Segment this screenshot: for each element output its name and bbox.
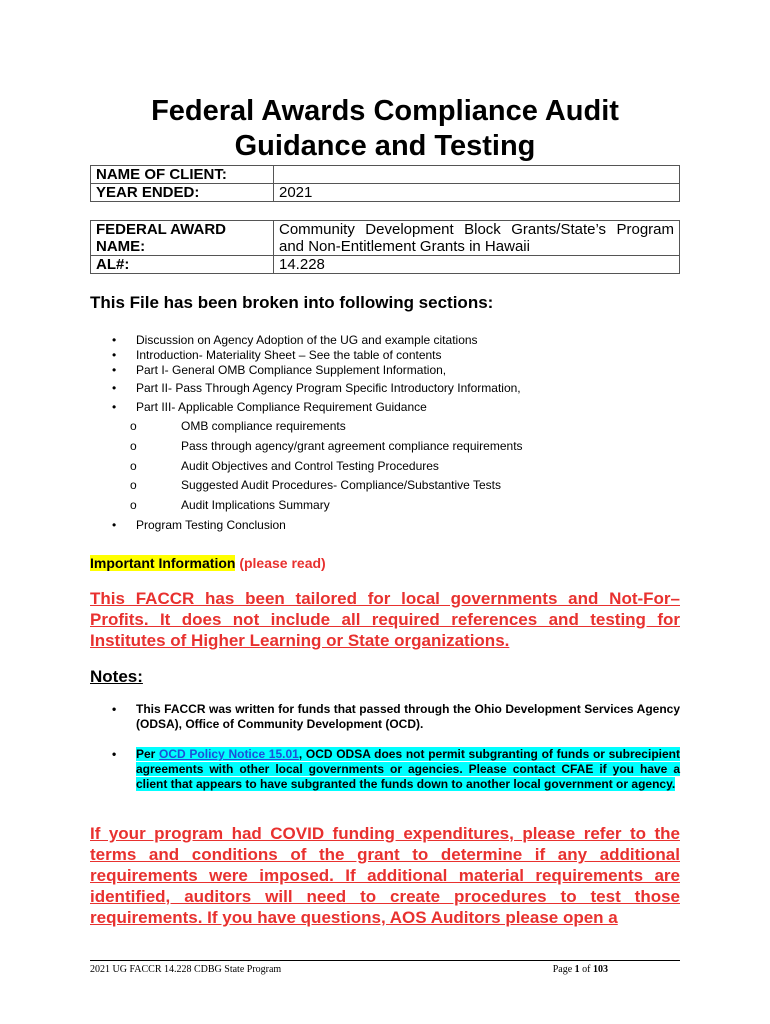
bullet-icon: • xyxy=(112,333,117,347)
client-name-label: NAME OF CLIENT: xyxy=(91,166,274,184)
title-line-2: Guidance and Testing xyxy=(234,130,536,162)
award-name-label-line1: FEDERAL AWARD xyxy=(96,221,227,238)
note-odsa xyxy=(90,702,680,732)
page-title xyxy=(90,94,680,164)
year-ended-label: YEAR ENDED: xyxy=(91,184,274,202)
footer-divider xyxy=(90,960,680,961)
important-label: Important Information xyxy=(90,555,236,571)
faccr-notice: This FACCR has been tailored for local governments and Not-For–Profits. It does not include all required references and testing for Institutes of Higher Learning or State organizations. xyxy=(90,589,680,650)
bullet-icon: • xyxy=(112,381,117,395)
bullet-icon: • xyxy=(112,363,117,377)
award-name-value xyxy=(274,221,680,256)
award-name-label xyxy=(91,221,274,256)
year-ended-value: 2021 xyxy=(274,184,680,202)
document-page: Federal Awards Compliance Audit Guidance and Testing NAME OF CLIENT: YEAR ENDED: 2021 FEDERAL AWARD NAME: Community Development Block Grants/State’s Program and Non-Entitlement Grants in Hawaii AL#: 14.228 This File has been broken into following sections: • Discussion on Agency Adoption of the UG and example citations • Introduction- Materiality Sheet – See the table of contents • Part I- General OMB Compliance Supplement Information, • Part II- Pass Through Agency Program Specific Introductory Information, • Part III- Applicable Compliance Requirement Guidance o OMB compliance requirements o Pass through agency/grant agreement compliance requirements o Audit Objectives and Control Testing Procedures o Suggested Audit Procedures- Compliance/Substantive Tests o Audit Implications Summary • Program Testing Conclusion Important Information (please read) This FACCR has been tailored for local governments and Not-For–Profits. It does not include all required references and testing for Institutes of Higher Learning or State organizations. Notes: • This FACCR was written for funds that passed through the Ohio Development Services Agency (ODSA), Office of Community Development (OCD). • Per OCD Policy Notice 15.01, OCD ODSA does not permit subgranting of funds or subrecipient agreements with other local governments or agencies. Please contact CFAE if you have a client that appears to have subgranted the funds down to another local government or agency. If your program had COVID funding expenditures, please refer to the terms and conditions of the grant to determine if any additional requirements were imposed. If additional material requirements are identified, auditors will need to create procedures to test those requirements. If you have questions, AOS Auditors please open a 2021 UG FACCR 14.228 CDBG State Program Page 1 of 103 xyxy=(90,95,680,975)
client-name-value xyxy=(274,166,680,184)
al-number-value: 14.228 xyxy=(274,256,680,274)
sub-bullet-icon: o xyxy=(130,478,137,492)
bullet-icon: • xyxy=(112,400,117,414)
al-number-label: AL#: xyxy=(91,256,274,274)
sub-bullet-icon: o xyxy=(130,498,137,512)
client-info-table xyxy=(90,165,680,202)
note-odsa-text: This FACCR was written for funds that passed through the Ohio Development Services Agency (ODSA), Office of Community Development (OCD). xyxy=(136,702,680,731)
award-name-row xyxy=(91,221,680,256)
sections-heading: This File has been broken into following sections: xyxy=(90,293,494,312)
notes-heading: Notes: xyxy=(90,667,143,686)
client-name-row xyxy=(91,166,680,184)
sub-bullet-icon: o xyxy=(130,459,137,473)
note-subgranting: • Per OCD Policy Notice 15.01, OCD ODSA does not permit subgranting of funds or subrecipient agreements with other local governments or agencies. Please contact CFAE if you have a client that appears to have subgranted the funds down to another local government or agency. xyxy=(112,747,680,791)
award-name-value-line2: and Non-Entitlement Grants in Hawaii xyxy=(279,238,530,255)
bullet-icon: • xyxy=(112,518,117,532)
footer-document-title: 2021 UG FACCR 14.228 CDBG State Program xyxy=(90,964,282,975)
year-ended-row xyxy=(91,184,680,202)
ocd-policy-notice-link[interactable]: OCD Policy Notice 15.01 xyxy=(159,747,299,761)
important-paren: (please read) xyxy=(239,555,326,571)
bullet-icon: • xyxy=(112,348,117,362)
award-name-label-line2: NAME: xyxy=(96,238,146,255)
important-information xyxy=(90,555,326,571)
federal-award-table xyxy=(90,220,680,274)
sub-bullet-icon: o xyxy=(130,419,137,433)
title-line-1: Federal Awards Compliance Audit xyxy=(151,95,619,127)
bullet-icon: • xyxy=(112,747,117,761)
al-number-row xyxy=(91,256,680,274)
covid-notice: If your program had COVID funding expenditures, please refer to the terms and conditions of the grant to determine if any additional requirements were imposed. If additional material requirements are identified, auditors will need to create procedures to test those requirements. If you have questions, AOS Auditors please open a xyxy=(90,824,680,927)
award-name-value-line1: Community Development Block Grants/State’s Program xyxy=(279,221,674,238)
bullet-icon: • xyxy=(112,702,117,716)
sub-bullet-icon: o xyxy=(130,439,137,453)
footer-page-number: Page 1 of 103 xyxy=(552,964,608,975)
